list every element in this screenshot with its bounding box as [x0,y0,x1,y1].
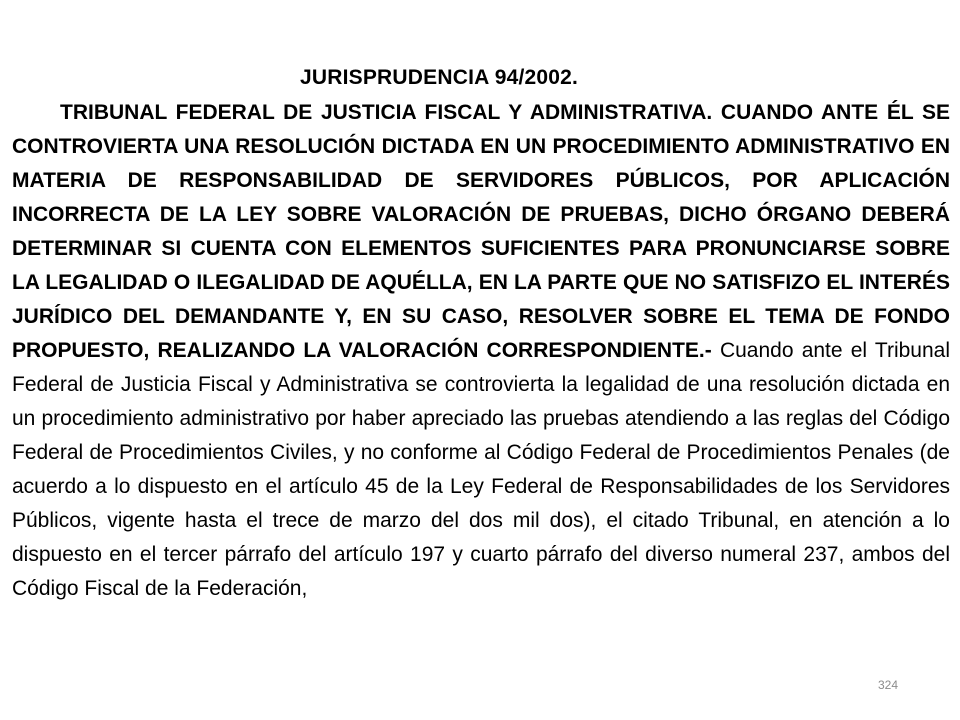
page-number: 324 [878,678,899,692]
jurisprudence-title: TRIBUNAL FEDERAL DE JUSTICIA FISCAL Y ADMINISTRATIVA. CUANDO ANTE ÉL SE CONTROVIERTA UNA RESOLUCIÓN DICTADA EN UN PROCEDIMIENTO ADMINISTRATIVO EN MATERIA DE RESPONSABILIDAD DE SERVIDORES PÚBLICOS, POR APLICACIÓN INCORRECTA DE LA LEY SOBRE VALORACIÓN DE PRUEBAS, DICHO ÓRGANO DEBERÁ DETERMINAR SI CUENTA CON ELEMENTOS SUFICIENTES PARA PRONUNCIARSE SOBRE LA LEGALIDAD O ILEGALIDAD DE AQUÉLLA, EN LA PARTE QUE NO SATISFIZO EL INTERÉS JURÍDICO DEL DEMANDANTE Y, EN SU CASO, RESOLVER SOBRE EL TEMA DE FONDO PROPUESTO, REALIZANDO LA VALORACIÓN CORRESPONDIENTE.- [12,101,950,362]
jurisprudence-heading: JURISPRUDENCIA 94/2002. [300,66,579,89]
jurisprudence-paragraph [12,96,950,606]
jurisprudence-body: Cuando ante el Tribunal Federal de Justicia Fiscal y Administrativa se controvierta la legalidad de una resolución dictada en un procedimiento administrativo por haber apreciado las pruebas atendiendo a las reglas del Código Federal de Procedimientos Civiles, y no conforme al Código Federal de Procedimientos Penales (de acuerdo a lo dispuesto en el artículo 45 de la Ley Federal de Responsabilidades de los Servidores Públicos, vigente hasta el trece de marzo del dos mil dos), el citado Tribunal, en atención a lo dispuesto en el tercer párrafo del artículo 197 y cuarto párrafo del diverso numeral 237, ambos del Código Fiscal de la Federación, [12,339,950,600]
